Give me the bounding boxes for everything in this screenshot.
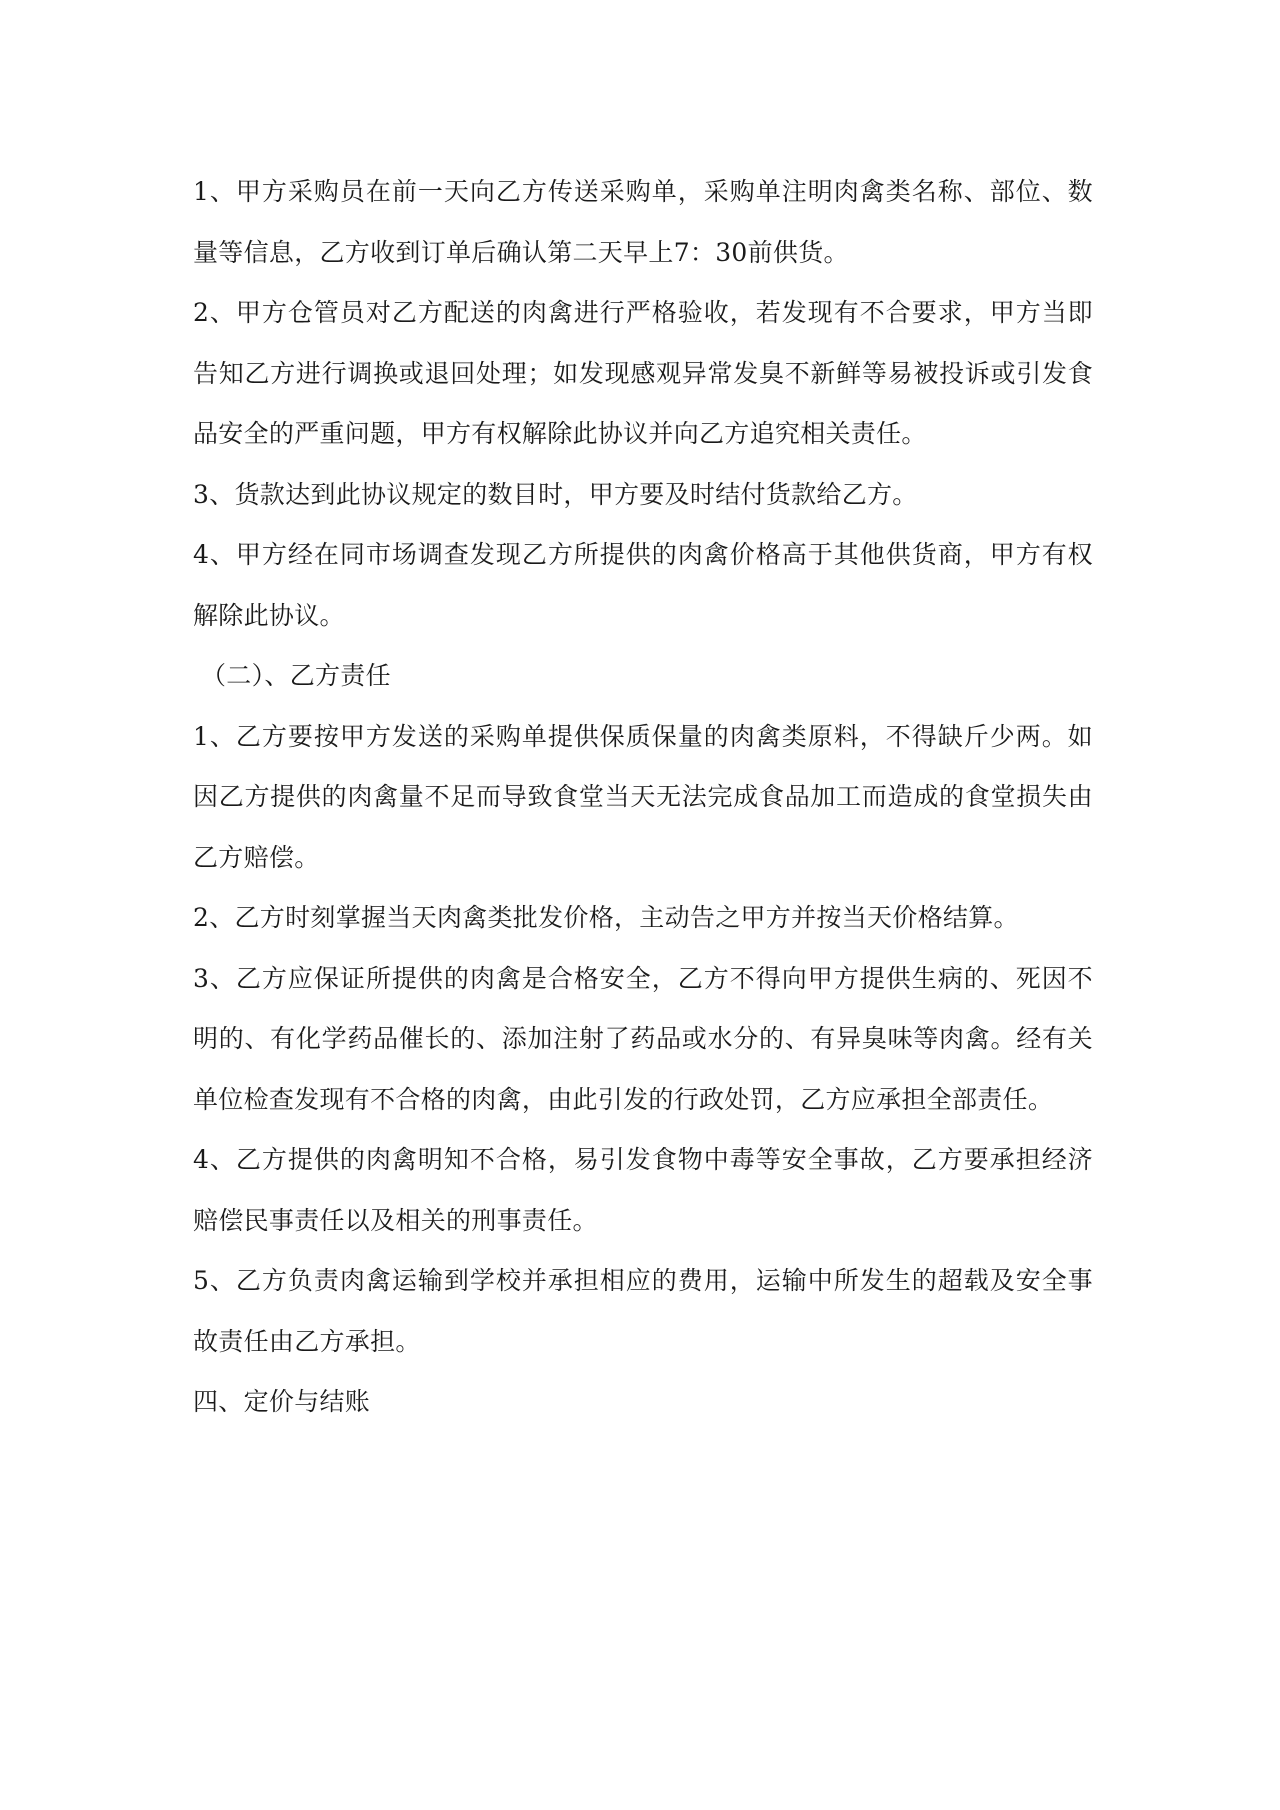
paragraph-party-b-5: 5、乙方负责肉禽运输到学校并承担相应的费用，运输中所发生的超载及安全事故责任由乙方承担。 — [193, 1266, 1093, 1356]
paragraph-party-b-3: 3、乙方应保证所提供的肉禽是合格安全，乙方不得向甲方提供生病的、死因不明的、有化学药品催长的、添加注射了药品或水分的、有异臭味等肉禽。经有关单位检查发现有不合格的肉禽，由此引发的行政处罚，乙方应承担全部责任。 — [193, 963, 1093, 1114]
paragraph-party-a-3: 3、货款达到此协议规定的数目时，甲方要及时结付货款给乙方。 — [193, 479, 918, 509]
section-heading-party-b: （二）、乙方责任 — [201, 661, 391, 690]
paragraph-party-b-4: 4、乙方提供的肉禽明知不合格，易引发食物中毒等安全事故，乙方要承担经济赔偿民事责任以及相关的刑事责任。 — [193, 1145, 1093, 1235]
paragraph-party-a-1: 1、甲方采购员在前一天向乙方传送采购单，采购单注明肉禽类名称、部位、数量等信息，乙方收到订单后确认第二天早上7：30前供货。 — [193, 177, 1093, 267]
paragraph-party-a-4: 4、甲方经在同市场调查发现乙方所提供的肉禽价格高于其他供货商，甲方有权解除此协议。 — [193, 540, 1093, 630]
paragraph-party-b-1: 1、乙方要按甲方发送的采购单提供保质保量的肉禽类原料，不得缺斤少两。如因乙方提供的肉禽量不足而导致食堂当天无法完成食品加工而造成的食堂损失由乙方赔偿。 — [193, 721, 1093, 872]
paragraph-party-b-2: 2、乙方时刻掌握当天肉禽类批发价格，主动告之甲方并按当天价格结算。 — [193, 903, 1019, 932]
document-body — [193, 162, 1093, 1433]
paragraph-party-a-2: 2、甲方仓管员对乙方配送的肉禽进行严格验收，若发现有不合要求，甲方当即告知乙方进行调换或退回处理；如发现感观异常发臭不新鲜等易被投诉或引发食品安全的严重问题，甲方有权解除此协议并向乙方追究相关责任。 — [193, 298, 1093, 448]
section-heading-pricing: 四、定价与结账 — [193, 1387, 371, 1416]
